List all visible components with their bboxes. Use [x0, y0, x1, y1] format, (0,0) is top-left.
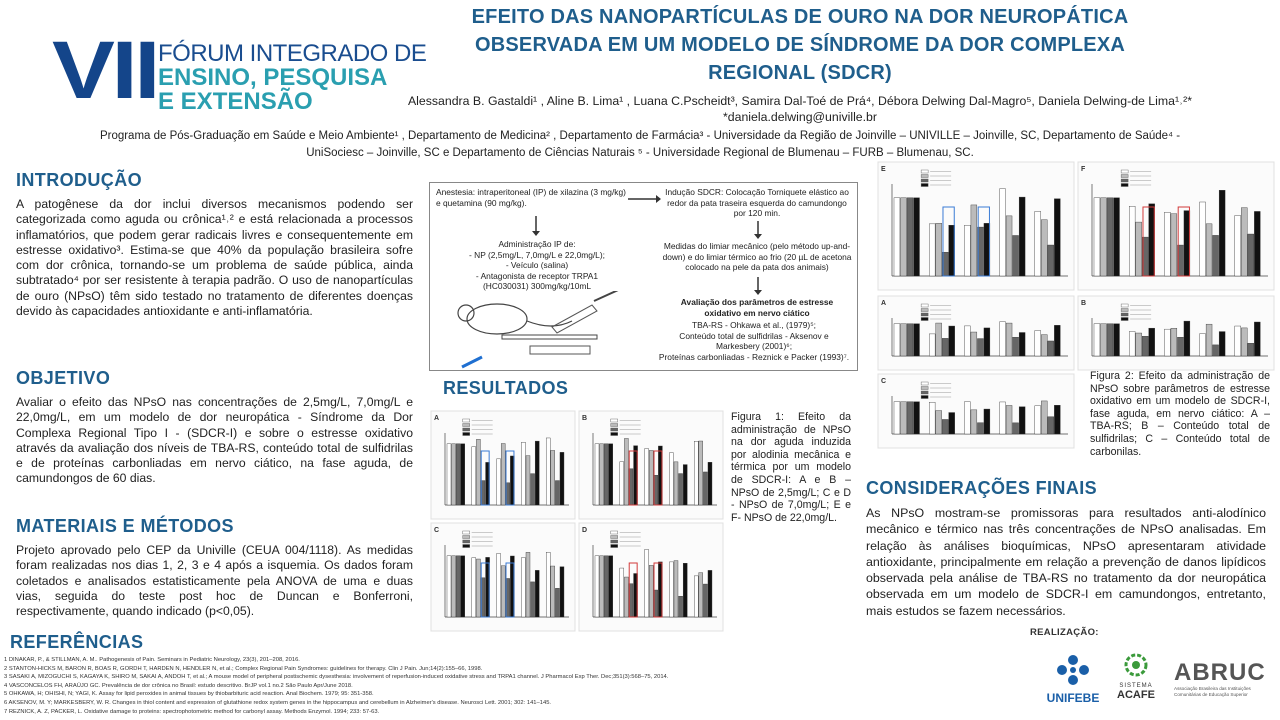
- bar: [1200, 334, 1206, 356]
- panel-label: B: [1081, 300, 1087, 307]
- text-objetivo: Avaliar o efeito das NPsO nas concentrações de 2,5mg/L, 7,0mg/L e 22,0mg/L, em um modelo de dor neuropática - Síndrome da Dor Complexa Regional Tipo I - (SDCR-I) e sobre o estresse oxidativo através da avaliação dos níveis de TBA-RS, conteúdo total de sulfidrilas e de proteínas carbonliadas em nervo ciático, na fase aguda, de camundongos de 60 dias.: [16, 395, 413, 486]
- bar: [1094, 198, 1100, 276]
- bar: [1107, 324, 1113, 356]
- methods-medidas: Medidas do limiar mecânico (pelo método up-and-down) e do limiar térmico ao frio (20 µL de acetona colocado na pele da pata dos animais): [662, 241, 852, 273]
- bar: [1006, 323, 1012, 356]
- legend-swatch: [611, 428, 618, 431]
- legend-swatch: [1121, 179, 1128, 182]
- bar: [1035, 211, 1041, 276]
- bar: [971, 205, 977, 276]
- bar: [977, 423, 983, 434]
- panel-label: C: [434, 527, 440, 534]
- heading-referencias: REFERÊNCIAS: [10, 632, 144, 652]
- bar: [620, 568, 624, 617]
- bar: [472, 558, 476, 617]
- bar: [1206, 224, 1212, 276]
- bar: [1101, 198, 1107, 276]
- mouse-tourniquet-illustration: [442, 291, 642, 369]
- bar: [546, 552, 550, 617]
- bar: [1206, 324, 1212, 356]
- bar: [914, 402, 920, 434]
- bar: [1013, 235, 1019, 276]
- bar: [551, 566, 555, 617]
- legend-swatch: [921, 313, 928, 316]
- bar: [604, 444, 608, 505]
- figure-1-charts: [429, 409, 725, 634]
- bar: [604, 556, 608, 617]
- legend-swatch: [1121, 313, 1128, 316]
- methods-admin-line: - Antagonista de receptor TRPA1: [475, 270, 599, 281]
- bar: [1219, 332, 1225, 356]
- poster-title-line-2: OBSERVADA EM UM MODELO DE SÍNDROME DA DOR COMPLEXA: [474, 34, 1126, 56]
- arrow-down-icon: [530, 215, 542, 237]
- bar: [1149, 328, 1155, 356]
- bar: [531, 474, 535, 505]
- bar: [971, 332, 977, 356]
- bar: [560, 452, 564, 505]
- bar: [901, 324, 907, 356]
- bar: [1094, 324, 1100, 356]
- legend-swatch: [921, 309, 928, 312]
- bar: [476, 559, 480, 617]
- bar: [526, 552, 530, 617]
- unifebe-logo: [1040, 652, 1106, 705]
- bar: [936, 411, 942, 434]
- bar: [535, 441, 539, 505]
- bar: [609, 556, 613, 617]
- bar: [452, 556, 456, 617]
- abruc-text: ABRUC: [1174, 659, 1266, 686]
- legend-swatch: [1121, 304, 1128, 307]
- sponsors-heading: REALIZAÇÃO:: [1030, 627, 1099, 638]
- bar: [1000, 322, 1006, 356]
- bar: [1101, 324, 1107, 356]
- legend-swatch: [463, 419, 470, 422]
- bar: [683, 563, 687, 617]
- legend-swatch: [463, 428, 470, 431]
- bar: [521, 558, 525, 617]
- legend-swatch: [921, 304, 928, 307]
- bar: [1213, 235, 1219, 276]
- bar: [447, 556, 451, 617]
- legend-swatch: [921, 318, 928, 321]
- bar: [708, 570, 712, 617]
- bar: [694, 441, 698, 505]
- heading-introducao: INTRODUÇÃO: [16, 170, 142, 190]
- logo-numeral: VII: [52, 25, 157, 116]
- bar: [1171, 328, 1177, 356]
- bar: [1019, 197, 1025, 276]
- legend-swatch: [921, 179, 928, 182]
- legend-swatch: [1121, 184, 1128, 187]
- bar: [624, 577, 628, 617]
- bar: [546, 438, 550, 505]
- heading-objetivo: OBJETIVO: [16, 368, 111, 388]
- legend-swatch: [611, 531, 618, 534]
- methods-admin-line: Administração IP de:: [498, 239, 576, 249]
- bar: [600, 556, 604, 617]
- figure-2-caption: Figura 2: Efeito da administração de NPsO sobre parâmetros de estresse oxidativo em um modelo de SDCR-I, fase aguda, em nervo ciático: A – TBA-RS; B – Conteúdo total de sulfidrilas; C – Conteúdo total de carbonilas.: [1090, 370, 1270, 458]
- legend-swatch: [463, 433, 470, 436]
- bar: [526, 456, 530, 505]
- bar: [521, 442, 525, 505]
- bar: [699, 441, 703, 505]
- bar: [1035, 406, 1041, 434]
- bar: [1213, 345, 1219, 356]
- bar: [1114, 324, 1120, 356]
- bar: [1013, 337, 1019, 356]
- bar: [674, 462, 678, 505]
- heading-materiais: MATERIAIS E MÉTODOS: [16, 516, 234, 536]
- panel-label: F: [1081, 166, 1086, 173]
- logo-line-2: ENSINO, PESQUISA: [158, 64, 388, 91]
- legend-swatch: [611, 545, 618, 548]
- heading-consideracoes: CONSIDERAÇÕES FINAIS: [866, 478, 1098, 498]
- bar: [501, 444, 505, 505]
- bar: [942, 338, 948, 356]
- bar: [1041, 335, 1047, 356]
- bar: [1048, 341, 1054, 356]
- bar: [949, 326, 955, 356]
- acafe-top-text: SISTEMA: [1119, 683, 1153, 689]
- methods-ref-line: Conteúdo total de sulfidrilas - Aksenov e: [679, 330, 829, 341]
- acafe-icon: [1114, 652, 1158, 678]
- bar: [609, 444, 613, 505]
- bar: [1184, 321, 1190, 356]
- methods-ref-line: Proteínas carbonliadas - Reznick e Packer (1993)⁷.: [658, 351, 850, 362]
- bar: [447, 444, 451, 505]
- bar: [1164, 212, 1170, 276]
- legend-swatch: [463, 424, 470, 427]
- bar: [674, 561, 678, 617]
- bar: [555, 481, 559, 505]
- methods-admin-line: - NP (2,5mg/L, 7,0mg/L e 22,0mg/L);: [469, 249, 605, 260]
- bar: [1248, 343, 1254, 356]
- bar: [894, 198, 900, 276]
- bar: [1241, 328, 1247, 356]
- legend-swatch: [921, 382, 928, 385]
- bar: [1136, 222, 1142, 276]
- bar: [964, 326, 970, 356]
- bar: [456, 556, 460, 617]
- bar: [649, 565, 653, 617]
- bar: [1254, 322, 1260, 356]
- bar: [1142, 336, 1148, 356]
- bar: [1241, 208, 1247, 276]
- methods-admin-line: (HC030031) 300mg/kg/10mL: [482, 281, 591, 292]
- poster-title-line-1: EFEITO DAS NANOPARTÍCULAS DE OURO NA DOR NEUROPÁTICA: [471, 6, 1129, 28]
- bar: [1129, 206, 1135, 276]
- bar: [1006, 405, 1012, 434]
- bar: [984, 328, 990, 356]
- legend-swatch: [921, 184, 928, 187]
- legend-swatch: [921, 387, 928, 390]
- bar: [1254, 211, 1260, 276]
- bar: [929, 334, 935, 356]
- bar: [555, 588, 559, 617]
- bar: [964, 225, 970, 276]
- text-introducao: A patogênese da dor inclui diversos mecanismos podendo ser categorizada como aguda ou crônica¹˒² e está relacionada a processos inflamatórios, que podem gerar radicais livres e consequentemente em estresse oxidativo³. Estima-se que 40% da população brasileira sofre com dor crônica, tornando-se um problema de saúde pública, ainda subtratado⁴ por ser resistente à terapia padrão. O uso de nanopartículas de ouro (NPsO) têm sido testado no tratamento de diferentes doenças devido às capacidades antioxidante e anti-inflamatória.: [16, 197, 413, 319]
- bar: [694, 576, 698, 617]
- bar: [964, 402, 970, 434]
- bar: [649, 450, 653, 505]
- bar: [907, 324, 913, 356]
- legend-swatch: [611, 419, 618, 422]
- bar: [669, 562, 673, 617]
- bar: [456, 444, 460, 505]
- legend-swatch: [1121, 318, 1128, 321]
- bar: [472, 447, 476, 505]
- bar: [936, 323, 942, 356]
- bar: [1041, 220, 1047, 276]
- bar: [679, 596, 683, 617]
- bar: [1219, 190, 1225, 276]
- reference-item: 6 AKSENOV, M. Y; MARKESBERY, W. R. Changes in thiol content and expression of glutathione redox system genes in the hippocampus and cerebellum in Alzheimer's disease. Neurosci Lett. 2001; 302: 141–145.: [4, 699, 552, 706]
- bar: [1048, 245, 1054, 276]
- abruc-logo: [1174, 660, 1274, 704]
- legend-swatch: [921, 391, 928, 394]
- acafe-text: ACAFE: [1117, 689, 1155, 701]
- bar: [1000, 402, 1006, 434]
- bar: [679, 474, 683, 505]
- panel-label: B: [582, 415, 588, 422]
- bar: [531, 582, 535, 617]
- bar: [1114, 198, 1120, 276]
- bar: [1235, 326, 1241, 356]
- arrow-down-icon: [752, 276, 764, 296]
- methods-admin-line: - Veículo (salina): [505, 260, 569, 271]
- reference-item: 7 REZNICK, A. Z, PACKER, L. Oxidative damage to proteins: spectrophotometric method for carbonyl assay. Methods Enzymol. 1994; 233: 57-63.: [4, 708, 380, 715]
- panel-label: D: [582, 527, 588, 534]
- unifebe-text: UNIFEBE: [1046, 691, 1100, 705]
- references-list: [4, 656, 844, 716]
- reference-item: 4 VASCONCELOS FH, ARAÚJO GC. Prevalência de dor crônica no Brasil: estudo descritivo. BrJP vol.1 no.2 São Paulo Apr/June 2018.: [4, 682, 353, 689]
- bar: [1054, 405, 1060, 434]
- methods-inducao: Indução SDCR: Colocação Torniquete elástico ao redor da pata traseira esquerda do camundongo por 120 min.: [665, 187, 849, 219]
- text-materiais: Projeto aprovado pelo CEP da Univille (CEUA 004/1118). As medidas foram realizadas nos dias 1, 2, 3 e 4 após a isquemia. Os dados foram coletados e analisados estatisticamente pela ANOVA de uma e duas vias, seguida do teste post hoc de Duncan e Bonferroni, respectivamente, quando indicado (p<0,05).: [16, 543, 413, 619]
- panel-label: A: [881, 300, 887, 307]
- bar: [461, 556, 465, 617]
- bar: [452, 444, 456, 505]
- bar: [942, 419, 948, 434]
- bar: [683, 465, 687, 505]
- bar: [914, 324, 920, 356]
- bar: [497, 459, 501, 505]
- bar: [476, 439, 480, 505]
- bar: [929, 402, 935, 434]
- bar: [497, 553, 501, 617]
- bar: [1248, 234, 1254, 276]
- bar: [595, 556, 599, 617]
- bar: [1129, 331, 1135, 356]
- bar: [1054, 325, 1060, 356]
- bar: [971, 410, 977, 434]
- bar: [703, 584, 707, 617]
- acafe-logo: [1114, 652, 1158, 704]
- bar: [560, 567, 564, 617]
- affiliation-line-2: UniSociesc – Joinville, SC e Departamento de Ciências Naturais ⁵ - Universidade Regional de Blumenau – FURB – Blumenau, SC.: [306, 147, 974, 159]
- bar: [600, 444, 604, 505]
- bar: [620, 462, 624, 505]
- panel-label: C: [881, 378, 887, 385]
- bar: [977, 339, 983, 356]
- bar: [936, 223, 942, 276]
- figure-1: [429, 409, 725, 634]
- bar: [914, 198, 920, 276]
- reference-item: 5 OHKAWA, H; OHISHI, N; YAGI, K. Assay for lipid peroxides in animal tissues by thiobarbituric acid reaction. Anal Biochem. 1979; 95: 351-358.: [4, 691, 374, 698]
- bar: [645, 549, 649, 617]
- bar: [1000, 189, 1006, 276]
- panel-label: E: [881, 166, 886, 173]
- heading-resultados: RESULTADOS: [443, 378, 569, 398]
- arrow-right-icon: [626, 193, 662, 205]
- bar: [1013, 423, 1019, 434]
- bar: [894, 324, 900, 356]
- authors: Alessandra B. Gastaldi¹ , Aline B. Lima¹ , Luana C.Pscheidt³, Samira Dal-Toé de Prá⁴, Débora Delwing Dal-Magro⁵, Daniela Delwing-de Lima¹˒²*: [407, 94, 1193, 108]
- methods-diagram: [429, 182, 858, 371]
- methods-avaliacao: Avaliação dos parâmetros de estresse oxidativo em nervo ciático: [680, 297, 834, 318]
- bar: [669, 453, 673, 505]
- legend-swatch: [1121, 170, 1128, 173]
- bar: [1006, 216, 1012, 276]
- reference-item: 1 DINAKAR, P., & STILLMAN, A. M.. Pathogenesis of Pain. Seminars in Pediatric Neurology, 23(3), 201–208, 2016.: [4, 657, 300, 663]
- bar: [624, 438, 628, 505]
- text-consideracoes: As NPsO mostram-se promissoras para resultados anti-alodínico mecânico e térmico nas três concentrações de NPsO analisadas. Em relação às análises bioquímicas, NPsO apresentaram atividade antioxidante, principalmente em relação a prevenção de danos lipídicos observada pela análise de TBA-RS no tratamento da dor neuropática observada em um modelo de SDCR-I em camundongos, entretanto, mais estudos se fazem necessários.: [866, 506, 1266, 618]
- bar: [929, 224, 935, 276]
- bar: [535, 570, 539, 617]
- methods-refs: [652, 320, 856, 362]
- legend-swatch: [611, 536, 618, 539]
- bar: [1054, 199, 1060, 276]
- bar: [1164, 329, 1170, 356]
- bar: [1035, 331, 1041, 356]
- bar: [894, 402, 900, 434]
- legend-swatch: [1121, 175, 1128, 178]
- bar: [1171, 214, 1177, 276]
- arrow-down-icon: [752, 220, 764, 240]
- bar: [1235, 216, 1241, 276]
- bar: [645, 449, 649, 505]
- abruc-subtitle: Associação Brasileira das Instituições Comunitárias de Educação Superior: [1174, 686, 1251, 697]
- bar: [949, 413, 955, 434]
- logo-line-1: FÓRUM INTEGRADO DE: [158, 40, 427, 67]
- reference-item: 2 STANTON-HICKS M, BARON R, BOAS R, GORDH T, HARDEN N, HENDLER N, et al.; Complex Regional Pain Syndromes: guidelines for therapy. Clin J Pain. Jun;14(2):155–66, 1998.: [4, 665, 483, 672]
- legend-swatch: [463, 545, 470, 548]
- legend-swatch: [1121, 309, 1128, 312]
- legend-swatch: [921, 170, 928, 173]
- bar: [1177, 337, 1183, 356]
- bar: [1136, 333, 1142, 356]
- legend-swatch: [463, 531, 470, 534]
- bar: [708, 462, 712, 505]
- bar: [907, 198, 913, 276]
- bar: [699, 573, 703, 617]
- contact-email: *daniela.delwing@univille.br: [723, 110, 877, 124]
- bar: [1107, 198, 1113, 276]
- methods-anestesia: Anestesia: intraperitoneal (IP) de xilazina (3 mg/kg) e quetamina (90 mg/kg).: [436, 187, 626, 208]
- bar: [901, 402, 907, 434]
- legend-swatch: [611, 540, 618, 543]
- affiliation-line-1: Programa de Pós-Graduação em Saúde e Meio Ambiente¹ , Departamento de Medicina² , Departamento de Farmácia³ - Universidade da Região de Joinville – UNIVILLE – Joinville, SC, Departamento de Saúde⁴ -: [99, 130, 1181, 142]
- bar: [501, 566, 505, 617]
- legend-swatch: [921, 175, 928, 178]
- methods-administracao: [452, 239, 622, 292]
- legend-swatch: [463, 540, 470, 543]
- bar: [461, 444, 465, 505]
- methods-ref-line: TBA-RS - Ohkawa et al., (1979)⁵;: [691, 320, 817, 330]
- bar: [907, 402, 913, 434]
- logo-line-3: E EXTENSÃO: [158, 88, 313, 115]
- bar: [703, 472, 707, 505]
- bar: [1041, 401, 1047, 434]
- legend-swatch: [611, 433, 618, 436]
- bar: [595, 444, 599, 505]
- unifebe-icon: [1040, 652, 1106, 686]
- bar: [1019, 333, 1025, 356]
- bar: [1019, 407, 1025, 434]
- bar: [901, 198, 907, 276]
- bar: [984, 409, 990, 434]
- methods-ref-line: Markesbery (2001)⁶;: [715, 341, 793, 352]
- legend-swatch: [463, 536, 470, 539]
- bar: [1048, 417, 1054, 434]
- bar: [1200, 202, 1206, 276]
- panel-label: A: [434, 415, 440, 422]
- bar: [551, 450, 555, 505]
- legend-swatch: [921, 396, 928, 399]
- legend-swatch: [611, 424, 618, 427]
- poster-title-line-3: REGIONAL (SDCR): [708, 62, 892, 84]
- reference-item: 3 SASAKI A, MIZOGUCHI S, KAGAYA K, SHIRO M, SAKAI A, ANDOH T, et al.; A mouse model of peripheral postischemic dysesthesia: involvement of reperfusion-induced oxidative stress and TRPA1 channel. J Pharmacol Exp Ther. Dec;351(3):568–75, 2014.: [4, 674, 669, 681]
- figure-1-caption: Figura 1: Efeito da administração de NPsO na dor aguda induzida por alodinia mecânica e térmica por um modelo de SDCR-I: A e B – NPsO de 2,5mg/L; C e D - NPsO de 7,0mg/L; E e F- NPsO de 22,0mg/L.: [731, 411, 851, 524]
